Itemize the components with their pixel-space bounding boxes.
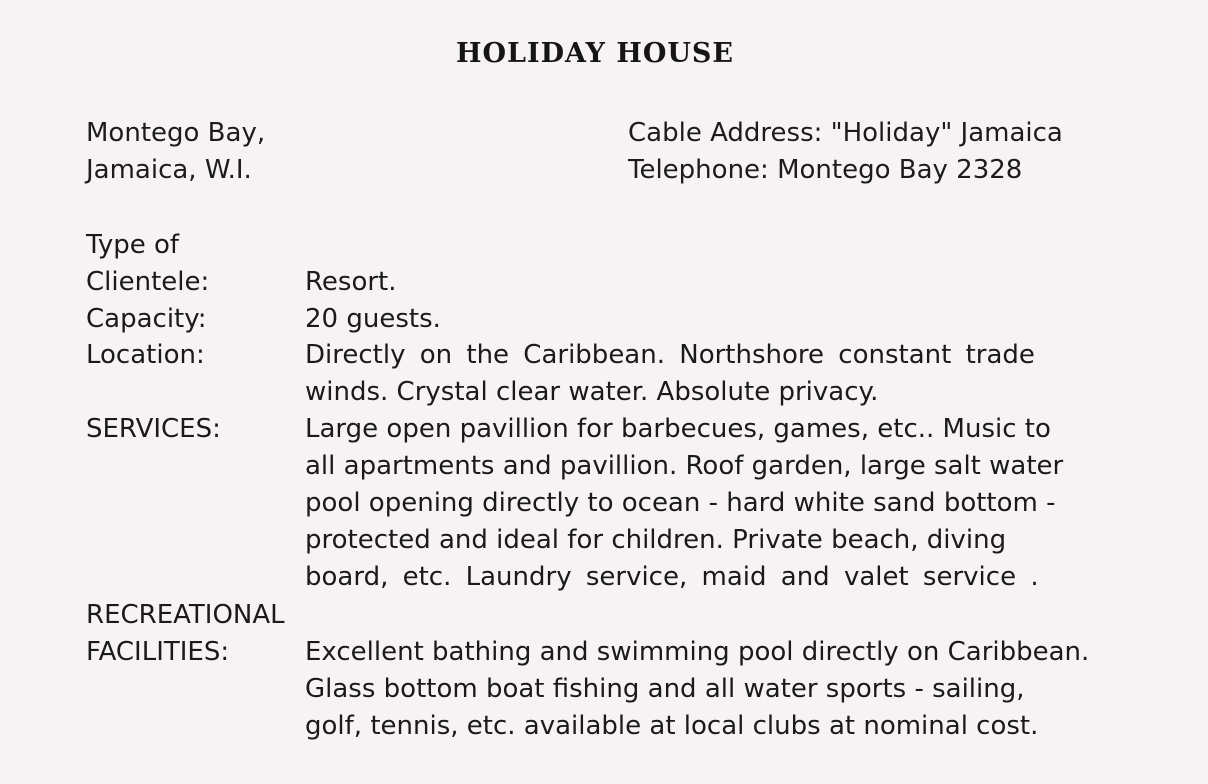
services-value — [305, 411, 1127, 596]
services-line: protected and ideal for children. Private beach, diving — [305, 525, 1007, 555]
contact-info — [628, 115, 1063, 189]
clientele-entry — [86, 227, 1136, 301]
recreational-line: Excellent bathing and swimming pool directly on Caribbean. — [305, 637, 1090, 667]
recreational-line: Glass bottom boat fishing and all water sports - sailing, — [305, 674, 1025, 704]
recreational-line: golf, tennis, etc. available at local clubs at nominal cost. — [305, 711, 1039, 741]
location-label: Location: — [86, 340, 205, 370]
address-line-2: Jamaica, W.I. — [86, 155, 252, 185]
location-line: winds. Crystal clear water. Absolute privacy. — [305, 377, 879, 407]
recreational-entry — [86, 597, 1136, 747]
location-entry — [86, 337, 1136, 411]
recreational-label-line-2: FACILITIES: — [86, 637, 230, 667]
recreational-label — [86, 597, 285, 671]
postal-address — [86, 115, 265, 189]
telephone: Telephone: Montego Bay 2328 — [628, 155, 1023, 185]
clientele-label-line-2: Clientele: — [86, 267, 210, 297]
services-line: board, etc. Laundry service, maid and valet service . — [305, 562, 1039, 592]
page-title: HOLIDAY HOUSE — [456, 38, 734, 69]
services-line: Large open pavillion for barbecues, games, etc.. Music to — [305, 414, 1051, 444]
services-line: all apartments and pavillion. Roof garden, large salt water — [305, 451, 1064, 481]
location-value — [305, 337, 1127, 411]
recreational-label-line-1: RECREATIONAL — [86, 600, 285, 630]
recreational-value — [305, 634, 1127, 745]
services-line: pool opening directly to ocean - hard white sand bottom - — [305, 488, 1056, 518]
capacity-value: 20 guests. — [305, 304, 441, 334]
location-line: Directly on the Caribbean. Northshore constant trade — [305, 340, 1035, 370]
address-line-1: Montego Bay, — [86, 118, 266, 148]
clientele-label-line-1: Type of — [86, 230, 180, 260]
clientele-value: Resort. — [305, 267, 397, 297]
services-entry — [86, 411, 1136, 596]
services-label: SERVICES: — [86, 414, 221, 444]
capacity-entry — [86, 301, 1136, 338]
clientele-label — [86, 227, 209, 301]
cable-address: Cable Address: "Holiday" Jamaica — [628, 118, 1063, 148]
capacity-label: Capacity: — [86, 304, 207, 334]
